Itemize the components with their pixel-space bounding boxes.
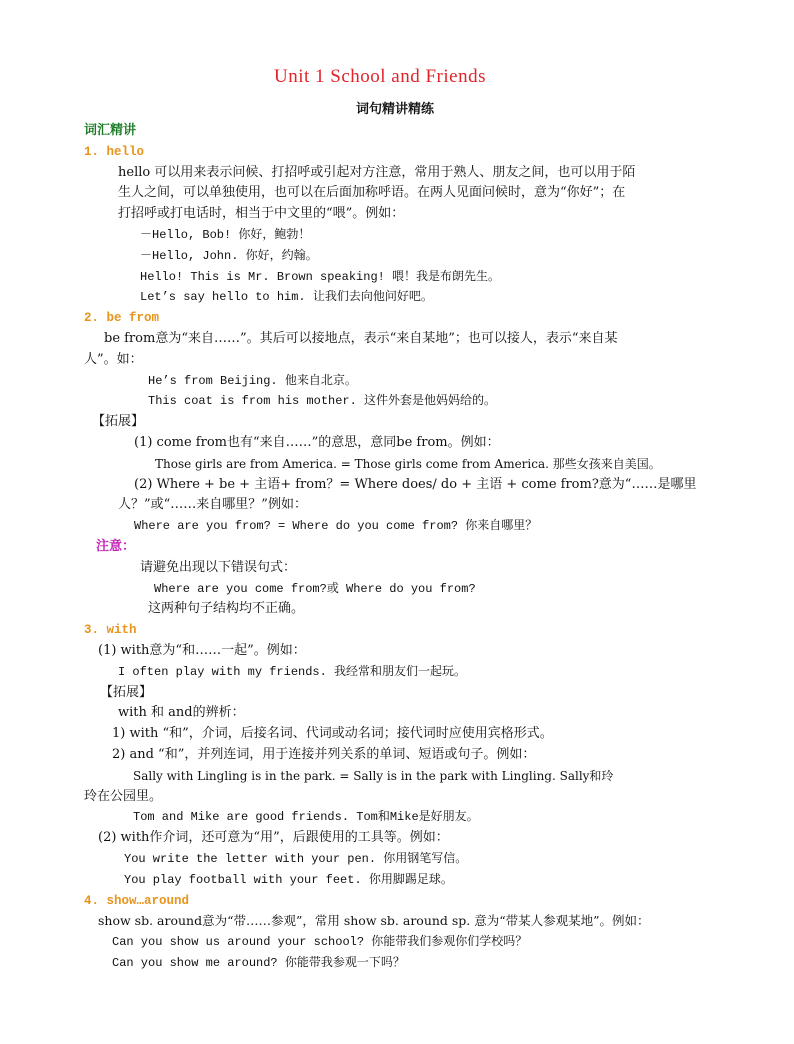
paragraph-line: (1) with意为“和……一起”。例如： [98, 643, 306, 658]
paragraph-line: (2) Where + be + 主语+ from？= Where does/ do + 主语 + come from?意为“……是哪里 [134, 477, 697, 492]
example-line: Where are you from? = Where do you come from? 你来自哪里？ [134, 519, 538, 533]
item-heading: 4. show…around [84, 894, 190, 908]
item-heading: 3. with [84, 623, 137, 637]
item-heading: 1. hello [84, 145, 145, 159]
paragraph-line: 这两种句子结构均不正确。 [148, 601, 305, 616]
example-line: You write the letter with your pen. 你用钢笔写信。 [124, 852, 468, 866]
example-line: This coat is from his mother. 这件外套是他妈妈给的。 [148, 394, 497, 408]
paragraph-line: 打招呼或打电话时，相当于中文里的“喂”。例如： [118, 206, 405, 221]
page-title: Unit 1 School and Friends [274, 66, 486, 87]
section-heading: 词汇精讲 [84, 123, 137, 138]
paragraph-line: hello 可以用来表示问候、打招呼或引起对方注意，常用于熟人、朋友之间，也可以用于陌 [118, 165, 636, 180]
example-line: I often play with my friends. 我经常和朋友们一起玩。 [118, 665, 467, 679]
example-line: Where are you come from?或 Where do you from? [154, 582, 476, 596]
example-line: He’s from Beijing. 他来自北京。 [148, 374, 357, 388]
paragraph-line: with 和 and的辨析： [118, 705, 245, 720]
example-line: Sally with Lingling is in the park. = Sally is in the park with Lingling. Sally和玲 [133, 769, 614, 783]
paragraph-line: 生人之间，可以单独使用，也可以在后面加称呼语。在两人见面问候时，意为“你好”；在 [118, 185, 626, 200]
example-line: 玲在公园里。 [84, 789, 163, 804]
example-line: Hello! This is Mr. Brown speaking! 喂！我是布朗先生。 [140, 270, 501, 284]
note-label: 注意： [96, 539, 136, 554]
paragraph-line: 2) and “和”，并列连词，用于连接并列关系的单词、短语或句子。例如： [112, 747, 536, 762]
paragraph-line: show sb. around意为“带……参观”，常用 show sb. around sp. 意为“带某人参观某地”。例如： [98, 913, 650, 928]
paragraph-line: be from意为“来自……”。其后可以接地点，表示“来自某地”；也可以接人，表示“来自某 [104, 331, 618, 346]
paragraph-line: 请避免出现以下错误句式： [140, 560, 297, 575]
example-line: －Hello, John. 你好，约翰。 [140, 249, 318, 263]
extension-label: 【拓展】 [92, 414, 145, 429]
example-line: Let’s say hello to him. 让我们去向他问好吧。 [140, 290, 433, 304]
example-line: Those girls are from America. = Those girls come from America. 那些女孩来自美国。 [155, 457, 661, 471]
paragraph-line: (2) with作介词，还可意为“用”，后跟使用的工具等。例如： [98, 830, 449, 845]
paragraph-line: (1) come from也有“来自……”的意思，意同be from。例如： [134, 435, 500, 450]
paragraph-line: 人”。如： [84, 352, 143, 367]
page-subtitle: 词句精讲精练 [356, 102, 435, 117]
item-heading: 2. be from [84, 311, 160, 325]
example-line: Tom and Mike are good friends. Tom和Mike是好朋友。 [133, 810, 479, 824]
example-line: －Hello, Bob! 你好，鲍勃！ [140, 228, 311, 242]
paragraph-line: 1) with “和”，介词，后接名词、代词或动名词；接代词时应使用宾格形式。 [112, 726, 553, 741]
example-line: Can you show us around your school? 你能带我们参观你们学校吗？ [112, 935, 528, 949]
example-line: Can you show me around? 你能带我参观一下吗？ [112, 956, 405, 970]
extension-label: 【拓展】 [100, 685, 153, 700]
example-line: You play football with your feet. 你用脚踢足球。 [124, 873, 453, 887]
paragraph-line: 人？”或“……来自哪里？”例如： [118, 497, 307, 512]
